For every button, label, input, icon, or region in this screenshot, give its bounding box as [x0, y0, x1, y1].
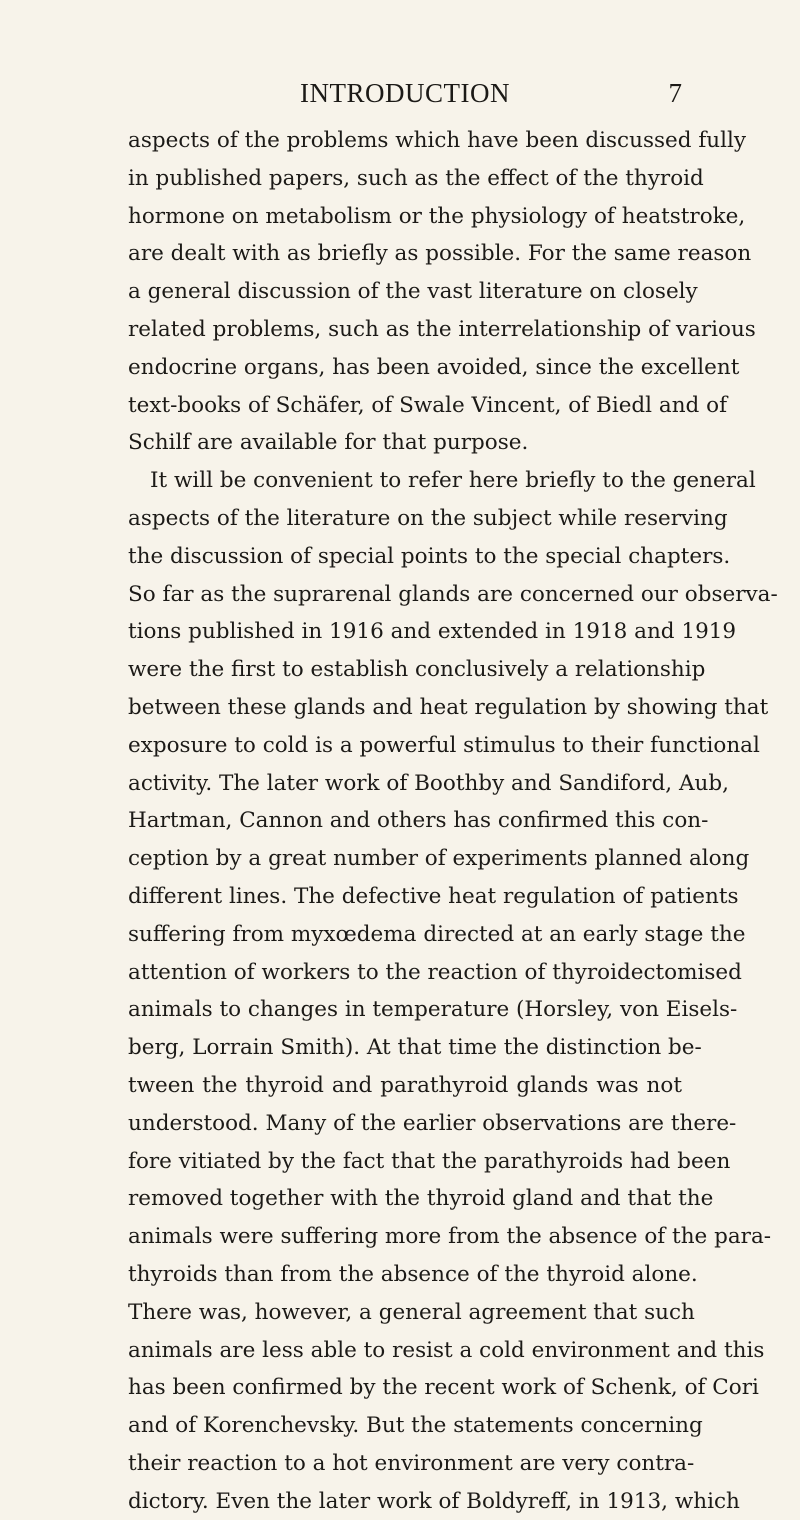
text-line: removed together with the thyroid gland and that the — [128, 1186, 714, 1212]
text-line: endocrine organs, has been avoided, since the excellent — [128, 354, 740, 380]
running-title: INTRODUCTION — [300, 78, 510, 108]
text-line: in published papers, such as the effect of the thyroid — [128, 165, 704, 191]
text-line: hormone on metabolism or the physiology of heatstroke, — [128, 203, 746, 229]
text-line: different lines. The defective heat regulation of patients — [128, 883, 739, 909]
text-line: text-books of Schäfer, of Swale Vincent, of Biedl and of — [128, 392, 728, 418]
text-line: are dealt with as briefly as possible. For the same reason — [128, 241, 752, 267]
text-line: were the first to establish conclusively a relationship — [128, 657, 706, 683]
text-line: thyroids than from the absence of the thyroid alone. — [128, 1261, 698, 1287]
text-line: berg, Lorrain Smith). At that time the distinction be- — [128, 1035, 702, 1061]
text-line: dictory. Even the later work of Boldyreff, in 1913, which — [128, 1488, 740, 1514]
text-line: Schilf are available for that purpose. — [128, 430, 529, 456]
text-line: There was, however, a general agreement that such — [128, 1299, 695, 1325]
text-line: tions published in 1916 and extended in 1918 and 1919 — [128, 619, 737, 645]
text-line: their reaction to a hot environment are very contra- — [128, 1450, 695, 1476]
text-line: has been confirmed by the recent work of Schenk, of Cori — [128, 1375, 759, 1401]
text-line: So far as the suprarenal glands are concerned our observa- — [128, 581, 778, 607]
text-line: animals were suffering more from the absence of the para- — [128, 1224, 772, 1250]
body-text — [128, 122, 778, 1520]
page-number: 7 — [668, 78, 682, 108]
text-line: animals to changes in temperature (Horsley, von Eisels- — [128, 997, 738, 1023]
text-line: activity. The later work of Boothby and Sandiford, Aub, — [128, 770, 729, 796]
text-line: and of Korenchevsky. But the statements concerning — [128, 1413, 703, 1439]
text-line: tween the thyroid and parathyroid glands was not — [128, 1072, 682, 1098]
text-line: attention of workers to the reaction of thyroidectomised — [128, 959, 742, 985]
text-line: exposure to cold is a powerful stimulus to their functional — [128, 732, 760, 758]
text-line: aspects of the literature on the subject while reserving — [128, 505, 728, 531]
running-head — [128, 78, 682, 108]
text-line: It will be convenient to refer here briefly to the general — [150, 468, 756, 494]
text-line: suffering from myxœdema directed at an early stage the — [128, 921, 746, 947]
text-line: animals are less able to resist a cold environment and this — [128, 1337, 765, 1363]
text-line: understood. Many of the earlier observations are there- — [128, 1110, 737, 1136]
text-line: between these glands and heat regulation by showing that — [128, 694, 769, 720]
text-line: the discussion of special points to the special chapters. — [128, 543, 731, 569]
text-line: aspects of the problems which have been discussed fully — [128, 128, 747, 153]
text-line: fore vitiated by the fact that the parathyroids had been — [128, 1148, 731, 1174]
text-line: a general discussion of the vast literature on closely — [128, 279, 698, 305]
text-line: ception by a great number of experiments planned along — [128, 846, 750, 872]
text-line: related problems, such as the interrelationship of various — [128, 316, 756, 342]
text-line: Hartman, Cannon and others has confirmed this con- — [128, 808, 709, 834]
